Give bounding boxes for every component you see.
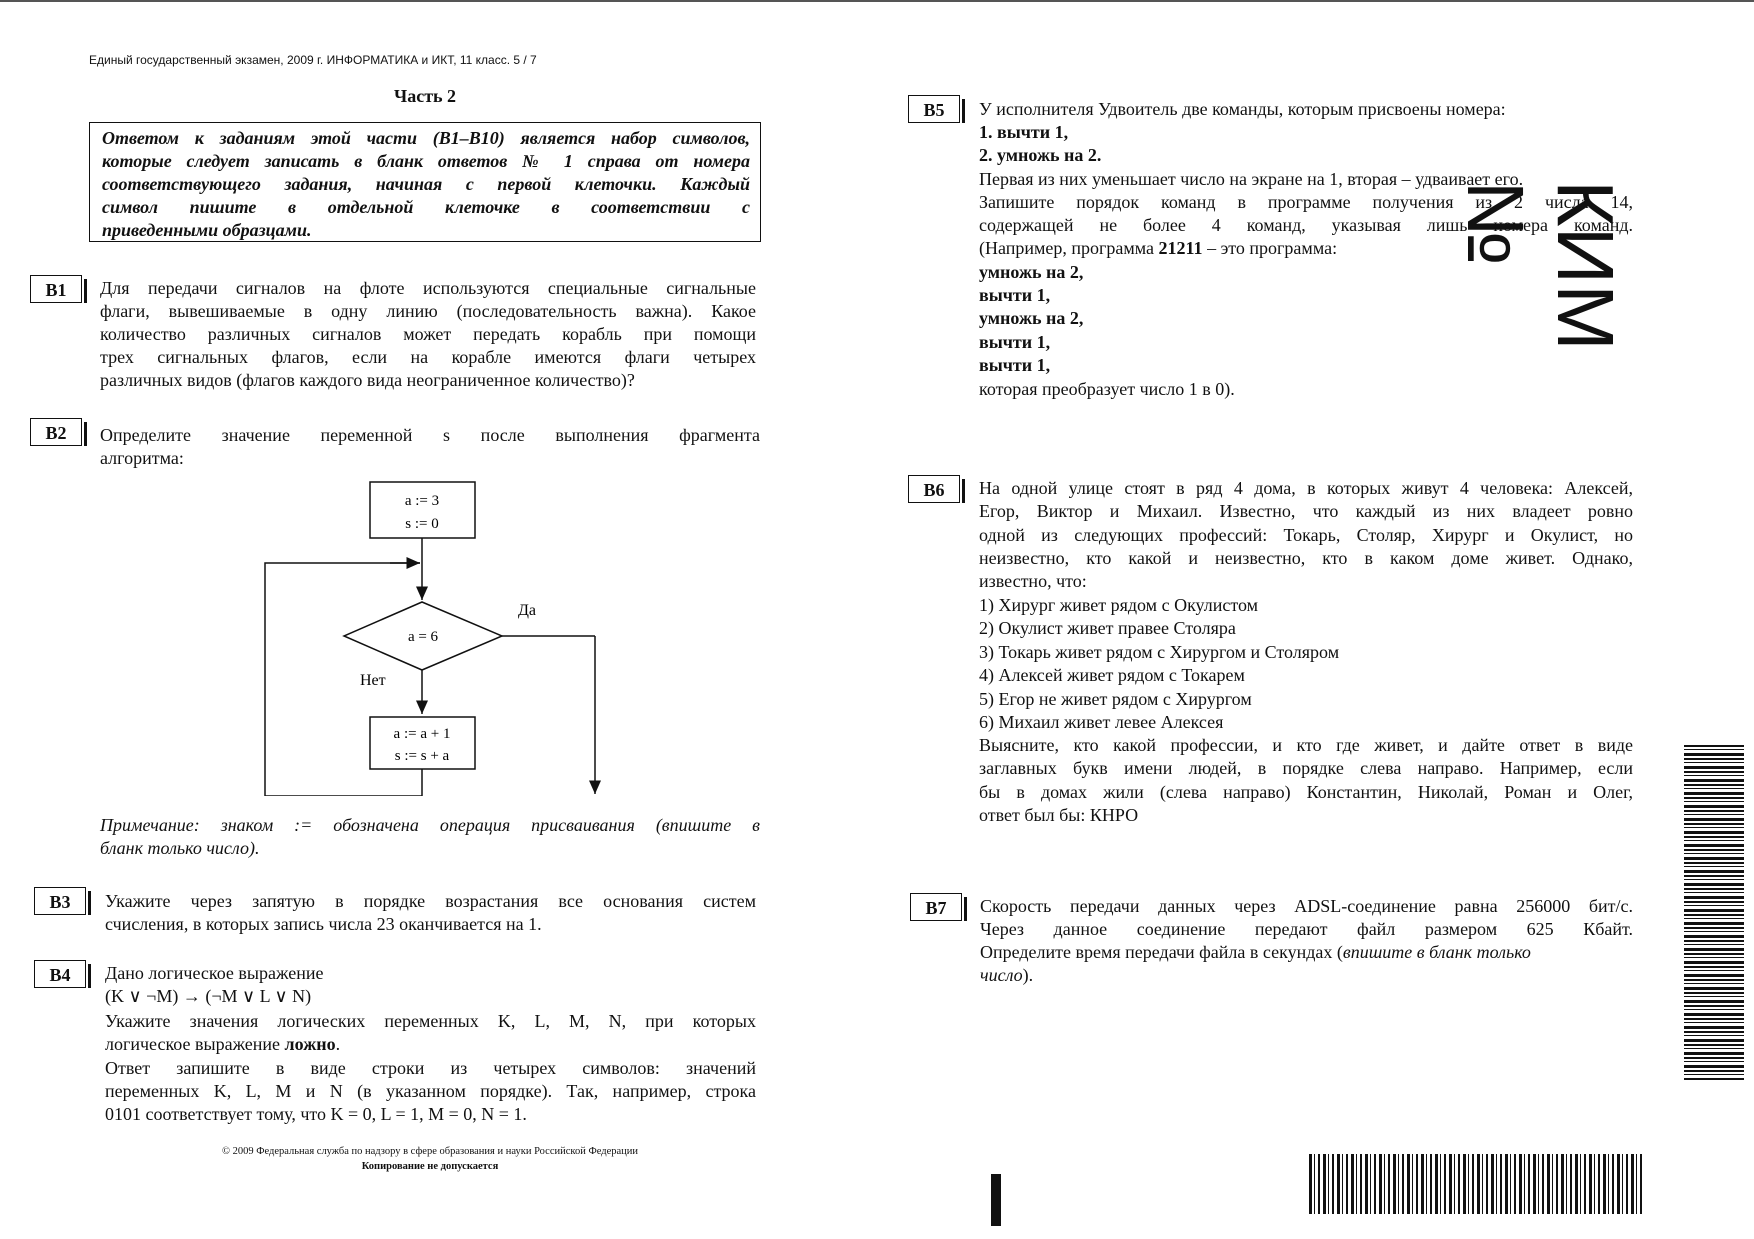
task-b3-text: счисления, в которых запись числа 23 оканчивается на 1. bbox=[105, 914, 542, 934]
task-b1-text: количество различных сигналов может передать корабль при помощи bbox=[100, 324, 756, 344]
alignment-mark bbox=[991, 1174, 1001, 1226]
horizontal-barcode bbox=[1309, 1154, 1642, 1214]
copyright-note: Копирование не допускается bbox=[361, 1161, 499, 1172]
task-b6-fact: 4) Алексей живет рядом с Токарем bbox=[979, 665, 1245, 685]
instructions-line: символ пишите в отдельной клеточке в соответствии с bbox=[102, 197, 750, 217]
condition-text: a = 6 bbox=[407, 629, 439, 645]
task-b6-fact: 5) Егор не живет рядом с Хирургом bbox=[979, 689, 1252, 709]
task-b3-label: B3 bbox=[34, 887, 86, 915]
instructions-box bbox=[89, 122, 761, 242]
task-b5-example bbox=[979, 237, 1337, 260]
copyright-line: © 2009 Федеральная служба по надзору в сфере образования и науки Российской Федерации bbox=[221, 1146, 639, 1157]
example-code: 21211 bbox=[1158, 238, 1203, 258]
program-step: умножь на 2, bbox=[979, 262, 1084, 282]
task-b6-text: Егор, Виктор и Михаил. Известно, что каждый из них владеет ровно bbox=[979, 501, 1633, 521]
program-step: вычти 1, bbox=[979, 285, 1051, 305]
top-border bbox=[0, 0, 1754, 2]
italic-span: впишите в бланк только bbox=[1342, 942, 1531, 962]
task-b5-text: Запишите порядок команд в программе получения из 2 числа 14, bbox=[979, 192, 1633, 212]
task-b4-answer: 0101 соответствует тому, что K = 0, L = 1, M = 0, N = 1. bbox=[105, 1104, 527, 1124]
task-b6-text: известно, что: bbox=[979, 571, 1087, 591]
task-b5-closing: которая преобразует число 1 в 0). bbox=[979, 379, 1235, 399]
step-s-text: s := s + a bbox=[394, 748, 450, 764]
task-b7-label: B7 bbox=[910, 893, 962, 921]
task-b6-fact: 3) Токарь живет рядом с Хирургом и Столяром bbox=[979, 642, 1340, 662]
task-b5-label: B5 bbox=[908, 95, 960, 123]
task-b5-text: содержащей не более 4 команд, указывая лишь номера команд. bbox=[979, 215, 1633, 235]
task-b6-task: ответ был бы: КНРО bbox=[979, 805, 1139, 825]
text-span: (Например, программа bbox=[979, 238, 1159, 258]
task-b4-intro: Дано логическое выражение bbox=[105, 963, 324, 983]
text-span: . bbox=[335, 1034, 341, 1054]
init-a-text: a := 3 bbox=[404, 493, 440, 509]
task-b6-text: одной из следующих профессий: Токарь, Столяр, Хирург и Окулист, но bbox=[979, 525, 1633, 545]
task-b2-text: Определите значение переменной s после выполнения фрагмента bbox=[100, 425, 760, 445]
task-b1-label: B1 bbox=[30, 275, 82, 303]
step-a-text: a := a + 1 bbox=[393, 726, 451, 742]
init-s-text: s := 0 bbox=[405, 516, 439, 532]
task-b2-note: Примечание: знаком := обозначена операция присваивания (впишите в bbox=[100, 815, 760, 835]
part-title: Часть 2 bbox=[394, 86, 457, 106]
text-span: – это программа: bbox=[1202, 238, 1338, 258]
instructions-line: Ответом к заданиям этой части (B1–B10) является набор символов, bbox=[102, 128, 750, 148]
task-b5-command: 2. умножь на 2. bbox=[979, 145, 1102, 165]
text-span: Определите время передачи файла в секундах ( bbox=[980, 942, 1343, 962]
task-b6-task: Выясните, кто какой профессии, и кто где живет, и дайте ответ в виде bbox=[979, 735, 1633, 755]
task-b7-text: Через данное соединение передают файл размером 625 Кбайт. bbox=[980, 919, 1633, 939]
instructions-line: соответствующего задания, начиная с первой клеточки. Каждый bbox=[102, 174, 750, 194]
task-b4-answer: Ответ запишите в виде строки из четырех символов: значений bbox=[105, 1058, 756, 1078]
task-b2-note: бланк только число). bbox=[100, 838, 260, 858]
instructions-line: которые следует записать в бланк ответов № 1 справа от номера bbox=[102, 151, 750, 171]
yes-label: Да bbox=[518, 602, 537, 619]
task-b4-expression: (K ∨ ¬M) → (¬M ∨ L ∨ N) bbox=[105, 986, 312, 1006]
page-header: Единый государственный экзамен, 2009 г. ИНФОРМАТИКА и ИКТ, 11 класс. 5 / 7 bbox=[89, 53, 537, 67]
task-b3-text: Укажите через запятую в порядке возрастания все основания систем bbox=[105, 891, 756, 911]
task-b6-text: На одной улице стоят в ряд 4 дома, в которых живут 4 человека: Алексей, bbox=[979, 478, 1633, 498]
task-b7-text bbox=[980, 964, 1033, 987]
task-b2-text: алгоритма: bbox=[100, 448, 184, 468]
kim-number-label: КИМ № bbox=[1451, 180, 1630, 351]
task-b4-text bbox=[105, 1033, 340, 1056]
program-step: вычти 1, bbox=[979, 332, 1051, 352]
task-b4-text: Укажите значения логических переменных K, L, M, N, при которых bbox=[105, 1011, 756, 1031]
program-step: вычти 1, bbox=[979, 355, 1051, 375]
task-b6-task: бы в домах жили (слева направо) Константин, Николай, Роман и Олег, bbox=[979, 782, 1633, 802]
task-b6-label: B6 bbox=[908, 475, 960, 503]
text-span: логическое выражение bbox=[105, 1034, 285, 1054]
task-b1-text: трех сигнальных флагов, если на корабле имеются флаги четырех bbox=[100, 347, 756, 367]
instructions-line: приведенными образцами. bbox=[102, 220, 312, 240]
task-b6-task: заглавных букв имени людей, в порядке слева направо. Например, если bbox=[979, 758, 1633, 778]
task-b5-intro: У исполнителя Удвоитель две команды, которым присвоены номера: bbox=[979, 99, 1506, 119]
program-step: умножь на 2, bbox=[979, 308, 1084, 328]
task-b4-answer: переменных K, L, M и N (в указанном порядке). Так, например, строка bbox=[105, 1081, 756, 1101]
task-b1-text: флаги, вывешиваемые в одну линию (последовательность важна). Какое bbox=[100, 301, 756, 321]
task-b7-text: Скорость передачи данных через ADSL-соединение равна 256000 бит/с. bbox=[980, 896, 1633, 916]
task-b6-text: неизвестно, кто какой и неизвестно, кто в каком доме живет. Однако, bbox=[979, 548, 1633, 568]
text-span: ). bbox=[1022, 965, 1034, 985]
task-b7-text bbox=[980, 941, 1531, 964]
task-b5-command: 1. вычти 1, bbox=[979, 122, 1069, 142]
emphasis-false: ложно bbox=[284, 1034, 336, 1054]
task-b4-label: B4 bbox=[34, 960, 86, 988]
task-b1-text: различных видов (флагов каждого вида неограниченное количество)? bbox=[100, 370, 635, 390]
task-b1-text: Для передачи сигналов на флоте используются специальные сигнальные bbox=[100, 278, 756, 298]
no-label: Нет bbox=[360, 672, 386, 689]
task-b2-label: B2 bbox=[30, 418, 82, 446]
algorithm-flowchart bbox=[240, 476, 620, 796]
italic-span: число bbox=[980, 965, 1023, 985]
task-b6-fact: 1) Хирург живет рядом с Окулистом bbox=[979, 595, 1259, 615]
task-b5-text: Первая из них уменьшает число на экране на 1, вторая – удваивает его. bbox=[979, 169, 1524, 189]
vertical-barcode bbox=[1684, 745, 1744, 1080]
task-b6-fact: 2) Окулист живет правее Столяра bbox=[979, 618, 1236, 638]
task-b6-fact: 6) Михаил живет левее Алексея bbox=[979, 712, 1224, 732]
